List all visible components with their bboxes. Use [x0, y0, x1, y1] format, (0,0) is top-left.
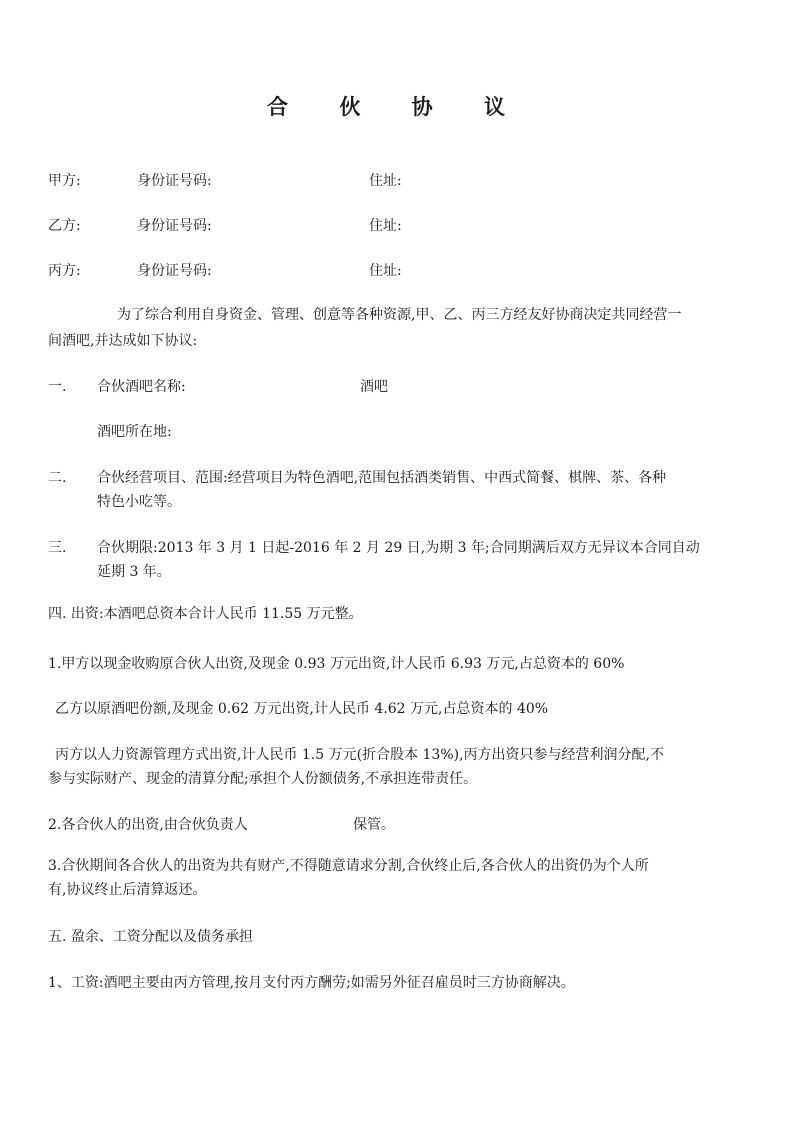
capital-item-bing: 参与实际财产、现金的清算分配;承担个人份额债务,不承担连带责任。 — [48, 771, 478, 787]
bar-location-label: 酒吧所在地: — [97, 424, 172, 440]
capital-common-property: 3.合伙期间各合伙人的出资为共有财产,不得随意请求分割,合伙终止后,各合伙人的出资仍为个人所 — [48, 858, 649, 874]
id-number-label: 身份证号码: — [137, 218, 212, 234]
party-label: 丙方: — [48, 263, 81, 279]
section-number: 二. — [48, 470, 67, 486]
section-heading: 四. 出资:本酒吧总资本合计人民币 11.55 万元整。 — [48, 606, 363, 622]
bar-name-value: 酒吧 — [360, 379, 388, 395]
document-title: 合 伙 协 议 — [267, 94, 527, 119]
party-label: 乙方: — [48, 218, 81, 234]
party-label: 甲方: — [48, 173, 81, 189]
address-label: 住址: — [369, 218, 402, 234]
section-text: 特色小吃等。 — [97, 494, 181, 510]
intro-line: 为了综合利用自身资金、管理、创意等各种资源,甲、乙、丙三方经友好协商决定共同经营一 — [117, 307, 682, 323]
id-number-label: 身份证号码: — [137, 263, 212, 279]
bar-name-label: 合伙酒吧名称: — [97, 379, 186, 395]
section-text: 延期 3 年。 — [97, 564, 171, 580]
section-text: 合伙经营项目、范围:经营项目为特色酒吧,范围包括酒类销售、中西式简餐、棋牌、茶、各种 — [97, 470, 667, 486]
address-label: 住址: — [369, 263, 402, 279]
section-text: 合伙期限:2013 年 3 月 1 日起-2016 年 2 月 29 日,为期 3 年;合同期满后双方无异议本合同自动 — [97, 540, 700, 556]
capital-custody: 保管。 — [353, 817, 395, 833]
salary-item: 1、工资:酒吧主要由丙方管理,按月支付丙方酬劳;如需另外征召雇员时三方协商解决。 — [48, 975, 575, 991]
capital-item-yi: 乙方以原酒吧份额,及现金 0.62 万元出资,计人民币 4.62 万元,占总资本的 40% — [55, 701, 549, 717]
address-label: 住址: — [369, 173, 402, 189]
id-number-label: 身份证号码: — [137, 173, 212, 189]
capital-item-bing: 丙方以人力资源管理方式出资,计人民币 1.5 万元(折合股本 13%),丙方出资只参与经营利润分配,不 — [55, 747, 665, 763]
section-number: 一. — [48, 379, 67, 395]
section-number: 三. — [48, 540, 67, 556]
capital-item-jia: 1.甲方以现金收购原合伙人出资,及现金 0.93 万元出资,计人民币 6.93 万元,占总资本的 60% — [48, 656, 625, 672]
capital-common-property: 有,协议终止后清算返还。 — [48, 882, 207, 898]
intro-line: 间酒吧,并达成如下协议: — [48, 333, 198, 349]
section-heading: 五. 盈余、工资分配以及债务承担 — [48, 929, 253, 945]
capital-custody: 2.各合伙人的出资,由合伙负责人 — [48, 817, 248, 833]
